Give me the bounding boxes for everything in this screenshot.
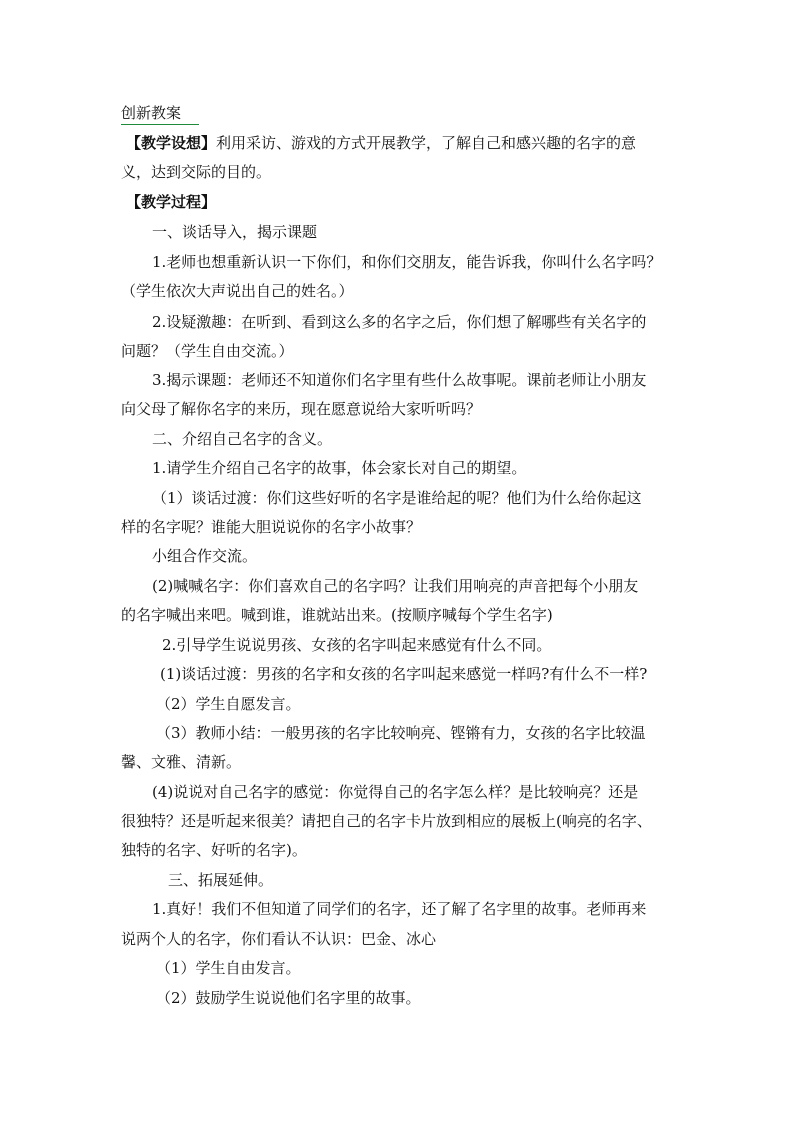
paragraph-line: 独特的名字、好听的名字)。 (121, 841, 307, 859)
paragraph-line: 馨、文雅、清新。 (121, 753, 242, 771)
paragraph-line: 3.揭示课题：老师还不知道你们名字里有些什么故事呢。课前老师让小朋友 (152, 371, 647, 389)
paragraph-line: 1.真好！我们不但知道了同学们的名字，还了解了名字里的故事。老师再来 (152, 900, 647, 918)
paragraph-line: 样的名字呢？谁能大胆说说你的名字小故事？ (121, 518, 422, 536)
section-heading-2: 二、介绍自己名字的含义。 (152, 430, 333, 448)
paragraph-line: 1.老师也想重新认识一下你们，和你们交朋友，能告诉我，你叫什么名字吗？ (152, 253, 662, 271)
design-text: 利用采访、游戏的方式开展教学，了解自己和感兴趣的名字的意 (216, 134, 637, 152)
paragraph-line: （1）谈话过渡：你们这些好听的名字是谁给起的呢？他们为什么给你起这 (152, 489, 642, 507)
paragraph-line: （2）学生自愿发言。 (156, 695, 301, 713)
paragraph-line: 2.引导学生说说男孩、女孩的名字叫起来感觉有什么不同。 (162, 636, 552, 654)
paragraph-line: (1)谈话过渡：男孩的名字和女孩的名字叫起来感觉一样吗?有什么不一样? (160, 665, 648, 683)
paragraph-line: 1.请学生介绍自己名字的故事，体会家长对自己的期望。 (152, 459, 527, 477)
paragraph-line: （学生依次大声说出自己的姓名。） (121, 282, 354, 300)
section-heading-1: 一、谈话导入，揭示课题 (152, 223, 318, 241)
process-label: 【教学过程】 (126, 193, 217, 211)
paragraph-line: （2）鼓励学生说说他们名字里的故事。 (156, 989, 421, 1007)
paragraph-line: （1）学生自由发言。 (156, 959, 301, 977)
design-paragraph (126, 133, 636, 153)
page-title: 创新教案 (121, 104, 182, 122)
title-block (121, 103, 199, 125)
paragraph-line: 小组合作交流。 (152, 547, 258, 565)
paragraph-line: 2.设疑激趣：在听到、看到这么多的名字之后，你们想了解哪些有关名字的 (152, 313, 647, 331)
section-heading-3: 三、拓展延伸。 (168, 871, 274, 889)
design-text-continued: 义，达到交际的目的。 (121, 163, 272, 181)
paragraph-line: 向父母了解你名字的来历，现在愿意说给大家听听吗？ (121, 400, 482, 418)
title-underline (121, 124, 199, 125)
paragraph-line: 问题？（学生自由交流。） (121, 342, 294, 360)
paragraph-line: 很独特？还是听起来很美？请把自己的名字卡片放到相应的展板上(响亮的名字、 (121, 812, 652, 830)
paragraph-line: (2)喊喊名字：你们喜欢自己的名字吗？让我们用响亮的声音把每个小朋友 (152, 577, 639, 595)
paragraph-line: 说两个人的名字，你们看认不认识：巴金、冰心 (121, 930, 437, 948)
paragraph-line: 的名字喊出来吧。喊到谁，谁就站出来。(按顺序喊每个学生名字) (121, 606, 553, 624)
paragraph-line: (4)说说对自己名字的感觉：你觉得自己的名字怎么样？是比较响亮？还是 (152, 783, 639, 801)
paragraph-line: （3）教师小结：一般男孩的名字比较响亮、铿锵有力，女孩的名字比较温 (156, 724, 646, 742)
design-label: 【教学设想】 (126, 134, 217, 152)
